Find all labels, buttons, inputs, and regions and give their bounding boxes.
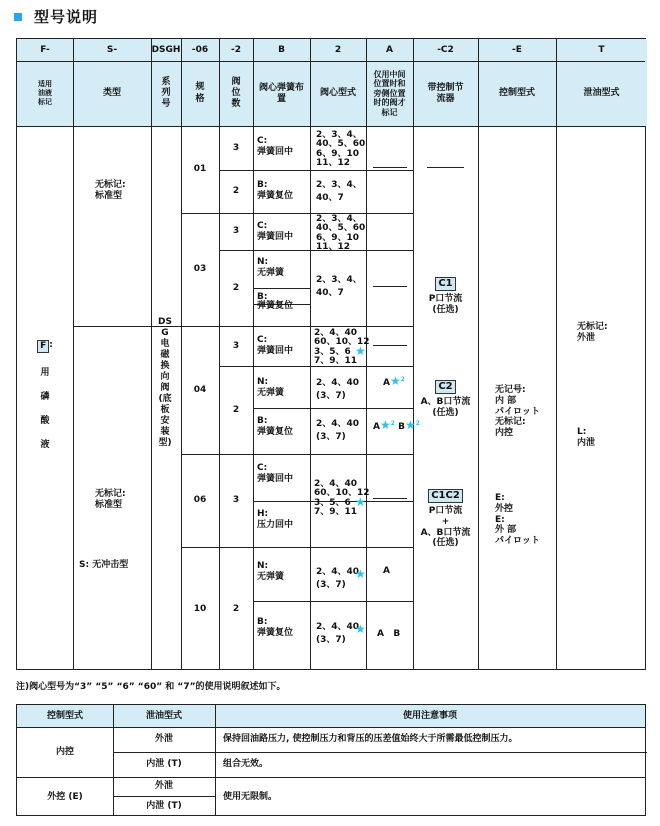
usage-control-internal: 内控 bbox=[55, 746, 74, 757]
dash-06 bbox=[373, 498, 407, 499]
size-01: 01 bbox=[193, 164, 207, 175]
spool-01-3: 2、3、4、 40、5、60 6、9、10 11、12 bbox=[316, 130, 366, 169]
hdr-throttle-text: 带控制节流器 bbox=[427, 82, 464, 104]
code-spring: B bbox=[253, 39, 310, 61]
grid-line bbox=[151, 39, 152, 669]
spool-04-n: 2、4、40 (3、7) bbox=[316, 378, 360, 401]
grid-line bbox=[17, 61, 645, 62]
series-text: DSG电磁换向阀(底板安装型) bbox=[158, 317, 172, 448]
code-drain: T bbox=[556, 39, 647, 61]
hdr-fluid-text: 适用油液标记 bbox=[38, 80, 52, 106]
star-sup: 2 bbox=[415, 420, 420, 427]
grid-line bbox=[253, 288, 310, 289]
grid-line bbox=[253, 39, 254, 669]
hdr-spring-text: 阀心弹簧布置 bbox=[259, 82, 305, 104]
spring-b-10: B: 弹簧复位 bbox=[257, 617, 294, 638]
c1-text: P口节流 (任选) bbox=[428, 294, 463, 315]
control-internal: 无记号: 内 部 パイロット 无标记: 内控 bbox=[495, 385, 540, 439]
spool-01-2: 2、3、4、 40、7 bbox=[316, 180, 362, 203]
grid-line bbox=[478, 39, 479, 669]
hdr-positions bbox=[219, 61, 253, 126]
positions-03-3: 3 bbox=[232, 226, 240, 237]
page-title: 型号说明 bbox=[34, 8, 99, 26]
positions-06-3: 3 bbox=[232, 495, 240, 506]
hdr-control: 控制型式 bbox=[478, 61, 556, 126]
spool-06-3: 2、4、40 60、10、12 3、5、6 7、9、11 bbox=[314, 479, 370, 518]
usage-drain-int-1: 内泄 (T) bbox=[146, 759, 182, 770]
c1c2-badge: C1C2 bbox=[428, 489, 463, 503]
spool-04-b: 2、4、40 (3、7) bbox=[316, 419, 360, 442]
usage-control-external: 外控 (E) bbox=[47, 791, 83, 802]
type-standard-2: 无标记: 标准型 bbox=[95, 489, 126, 510]
dash-throttle bbox=[427, 167, 464, 168]
positions-04-3: 3 bbox=[232, 340, 240, 351]
throttle-c1c2 bbox=[413, 489, 478, 549]
drain-external: 无标记: 外泄 bbox=[577, 322, 608, 343]
usage-drain-ext-2: 外泄 bbox=[154, 781, 173, 792]
hdr-series-text: 系列号 bbox=[161, 76, 171, 110]
positions-03-2: 2 bbox=[232, 282, 240, 293]
usage-table bbox=[16, 704, 646, 816]
positions-04-2: 2 bbox=[232, 404, 240, 415]
spool-04-3: 2、4、40 60、10、12 3、5、6 7、9、11 bbox=[314, 328, 370, 367]
side-ab-10 bbox=[377, 629, 400, 640]
c1c2-text: P口节流 + A、B口节流 (任选) bbox=[420, 506, 471, 549]
fluid-text: 用磷酸液 bbox=[40, 367, 50, 450]
code-throttle: -C2 bbox=[413, 39, 478, 61]
dash-04 bbox=[373, 345, 407, 346]
grid-line bbox=[310, 39, 311, 669]
usage-drain-int-2: 内泄 (T) bbox=[146, 801, 182, 812]
throttle-c1 bbox=[413, 277, 478, 316]
title-square-icon bbox=[14, 13, 22, 21]
dash-03 bbox=[373, 286, 407, 287]
star-icon: ★ bbox=[355, 567, 366, 581]
size-10: 10 bbox=[193, 603, 207, 614]
title-bar bbox=[14, 6, 98, 28]
type-shockless: S: 无冲击型 bbox=[79, 560, 129, 570]
code-spool: 2 bbox=[310, 39, 366, 61]
usage-hdr-control: 控制型式 bbox=[17, 705, 113, 727]
size-06: 06 bbox=[193, 495, 207, 506]
fluid-cell bbox=[17, 126, 73, 671]
c2-text: A、B口节流 (任选) bbox=[420, 397, 471, 418]
spring-c-01: C: 弹簧回中 bbox=[257, 136, 294, 157]
star-sup: 2 bbox=[390, 420, 395, 427]
code-fluid: F- bbox=[17, 39, 73, 61]
usage-note-2: 组合无效。 bbox=[223, 759, 269, 769]
size-04: 04 bbox=[193, 384, 207, 395]
usage-hdr-note: 使用注意事项 bbox=[215, 705, 645, 727]
side-ab10-b: B bbox=[393, 629, 401, 639]
grid-line bbox=[413, 39, 414, 669]
throttle-c2 bbox=[413, 380, 478, 419]
fluid-colon: : bbox=[49, 340, 53, 351]
star-icon: ★ bbox=[389, 374, 401, 388]
star-icon: ★ bbox=[379, 418, 391, 432]
grid-line bbox=[253, 408, 413, 409]
code-size: -06 bbox=[181, 39, 219, 61]
side-a-04-letter: A bbox=[383, 378, 390, 388]
hdr-fluid bbox=[17, 61, 73, 126]
hdr-spool: 阀心型式 bbox=[310, 61, 366, 126]
dash-01 bbox=[373, 167, 407, 168]
star-icon: ★ bbox=[355, 344, 366, 358]
spring-n-03: N: 无弹簧 bbox=[257, 257, 285, 278]
spring-b-03: B: 弹簧复位 bbox=[257, 292, 294, 312]
spring-c-03: C: 弹簧回中 bbox=[257, 221, 294, 242]
spool-10-n: 2、4、40 (3、7) bbox=[316, 567, 360, 590]
side-ab-b: B bbox=[398, 422, 405, 432]
hdr-side-text: 仅用中间位置时和旁侧位置时的阀才标记 bbox=[373, 69, 406, 117]
code-series: DSGH bbox=[151, 39, 181, 61]
side-ab-a: A bbox=[373, 422, 380, 432]
usage-note-1: 保持回油路压力, 使控制压力和背压的压差值始终大于所需最低控制压力。 bbox=[223, 734, 518, 744]
hdr-side bbox=[366, 61, 413, 126]
c1-badge: C1 bbox=[435, 277, 455, 291]
model-code-table bbox=[16, 38, 646, 670]
control-external: E: 外控 E: 外 部 パイロット bbox=[495, 493, 540, 547]
grid-line bbox=[215, 705, 216, 815]
spring-n-10: N: 无弹簧 bbox=[257, 561, 285, 582]
grid-line bbox=[556, 39, 557, 669]
spring-b-01: B: 弹簧复位 bbox=[257, 180, 294, 201]
side-a-10: A bbox=[383, 566, 390, 576]
positions-01-3: 3 bbox=[232, 142, 240, 153]
code-positions: -2 bbox=[219, 39, 253, 61]
side-ab10-a: A bbox=[377, 629, 384, 639]
spring-c-06: C: 弹簧回中 bbox=[257, 463, 294, 484]
hdr-series bbox=[151, 61, 181, 126]
hdr-throttle bbox=[413, 61, 478, 126]
hdr-drain: 泄油型式 bbox=[556, 61, 647, 126]
star-icon: ★ bbox=[404, 418, 416, 432]
code-type: S- bbox=[73, 39, 151, 61]
grid-line bbox=[253, 601, 413, 602]
star-icon: ★ bbox=[355, 622, 366, 636]
spool-03-3: 2、3、4、 40、5、60 6、9、10 11、12 bbox=[316, 214, 366, 253]
hdr-positions-text: 阀位数 bbox=[231, 76, 241, 110]
usage-hdr-drain: 泄油型式 bbox=[113, 705, 215, 727]
type-standard-1: 无标记: 标准型 bbox=[95, 180, 126, 201]
code-side: A bbox=[366, 39, 413, 61]
hdr-size bbox=[181, 61, 219, 126]
grid-line bbox=[17, 126, 645, 127]
spool-10-b: 2、4、40 (3、7) bbox=[316, 622, 360, 645]
size-03: 03 bbox=[193, 264, 207, 275]
c2-badge: C2 bbox=[435, 380, 455, 394]
positions-01-2: 2 bbox=[232, 186, 240, 197]
side-ab-04 bbox=[373, 419, 420, 433]
code-control: -E bbox=[478, 39, 556, 61]
star-icon: ★ bbox=[355, 495, 366, 509]
hdr-size-text: 规格 bbox=[195, 82, 205, 104]
drain-internal: L: 内泄 bbox=[577, 427, 596, 448]
usage-drain-ext-1: 外泄 bbox=[154, 734, 173, 745]
spring-c-04: C: 弹簧回中 bbox=[257, 335, 294, 356]
spring-b-04: B: 弹簧复位 bbox=[257, 416, 294, 437]
spool-03-2: 2、3、4、 40、7 bbox=[316, 275, 362, 298]
hdr-type: 类型 bbox=[73, 61, 151, 126]
note-text: 注)阀心型号为“3” “5” “6” “60” 和 “7”的使用说明叙述如下。 bbox=[16, 682, 286, 692]
star-sup: 2 bbox=[400, 376, 405, 383]
fluid-mark: F bbox=[37, 340, 49, 353]
positions-10-2: 2 bbox=[232, 603, 240, 614]
side-a-04 bbox=[383, 375, 405, 389]
usage-note-3: 使用无限制。 bbox=[223, 792, 278, 802]
spring-n-04: N: 无弹簧 bbox=[257, 377, 285, 398]
grid-line bbox=[73, 39, 74, 669]
spring-h-06: H: 压力回中 bbox=[257, 509, 294, 530]
hdr-spring bbox=[253, 61, 310, 126]
